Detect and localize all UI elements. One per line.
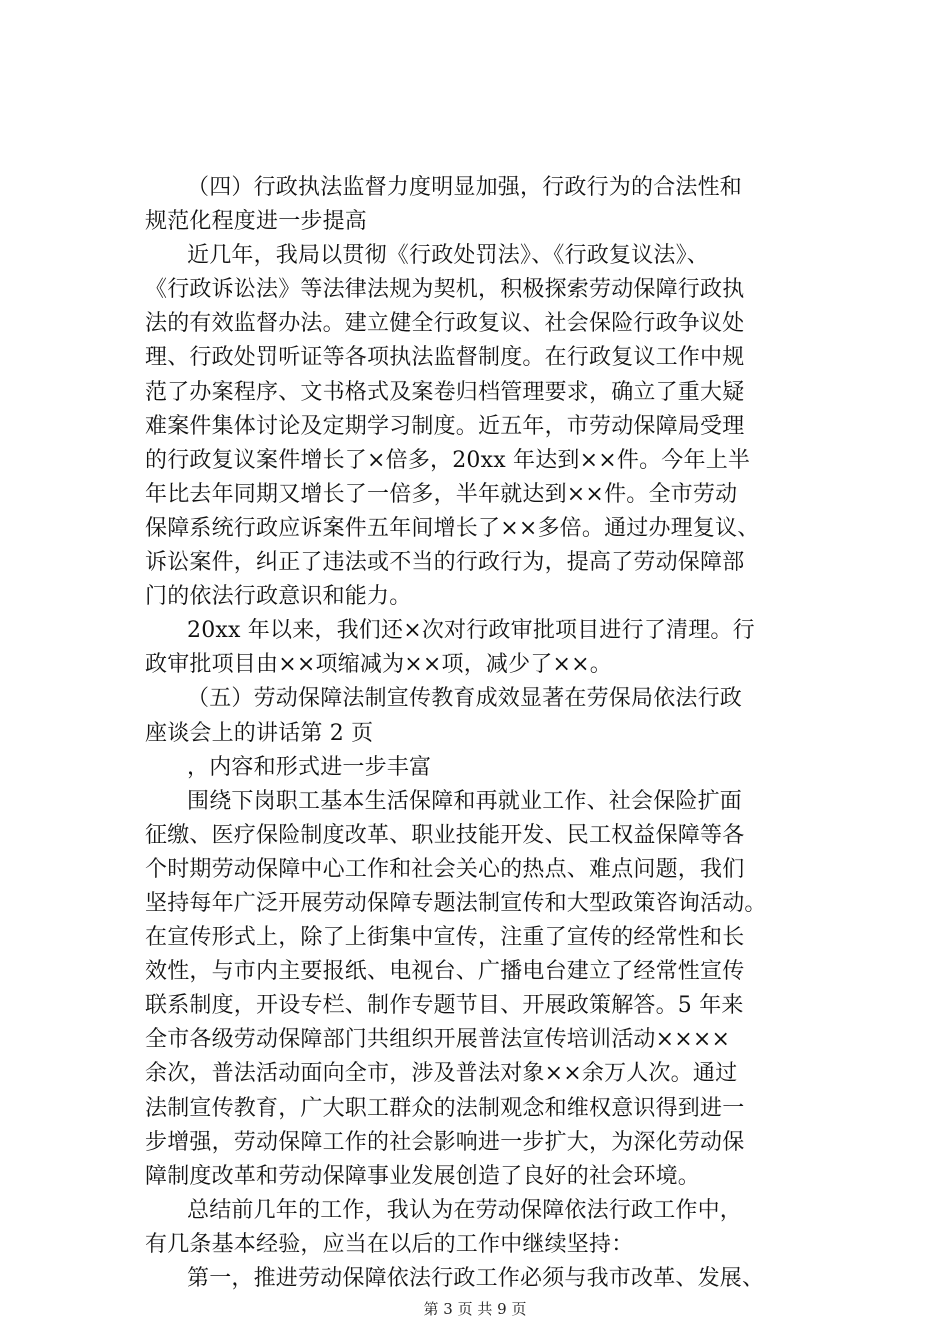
text-line: 联系制度，开设专栏、制作专题节目、开展政策解答。5 年来 [145, 993, 744, 1019]
text-line: 第一，推进劳动保障依法行政工作必须与我市改革、发展、 [187, 1266, 765, 1291]
text-line: 个时期劳动保障中心工作和社会关心的热点、难点问题，我们 [145, 856, 745, 882]
text-line: 效性，与市内主要报纸、电视台、广播电台建立了经常性宣传 [145, 959, 745, 985]
text-line: 难案件集体讨论及定期学习制度。近五年，市劳动保障局受理 [145, 413, 745, 439]
text-line: 范了办案程序、文书格式及案卷归档管理要求，确立了重大疑 [145, 379, 745, 405]
text-line: 围绕下岗职工基本生活保障和再就业工作、社会保险扩面 [187, 788, 743, 814]
document-body [145, 171, 835, 1296]
text-line: 有几条基本经验，应当在以后的工作中继续坚持： [145, 1231, 634, 1257]
text-line: 全市各级劳动保障部门共组织开展普法宣传培训活动×××× [145, 1027, 731, 1053]
text-line: 年比去年同期又增长了一倍多，半年就达到××件。全市劳动 [145, 481, 738, 507]
text-line: 20xx 年以来，我们还×次对行政审批项目进行了清理。行 [187, 618, 755, 644]
page-footer: 第 3 页 共 9 页 [423, 1300, 527, 1318]
text-line: 坚持每年广泛开展劳动保障专题法制宣传和大型政策咨询活动。 [145, 890, 767, 916]
text-line: ，内容和形式进一步丰富 [187, 754, 432, 780]
text-line: 在宣传形式上，除了上街集中宣传，注重了宣传的经常性和长 [145, 925, 745, 951]
text-line: 诉讼案件，纠正了违法或不当的行政行为，提高了劳动保障部 [145, 550, 745, 576]
text-line: 步增强，劳动保障工作的社会影响进一步扩大，为深化劳动保 [145, 1129, 745, 1155]
text-line: 总结前几年的工作，我认为在劳动保障依法行政工作中， [187, 1197, 743, 1223]
text-line: 门的依法行政意识和能力。 [145, 584, 412, 610]
text-line: 障制度改革和劳动保障事业发展创造了良好的社会环境。 [145, 1163, 701, 1189]
text-line: 《行政诉讼法》等法律法规为契机，积极探索劳动保障行政执 [145, 277, 745, 303]
text-line: 理、行政处罚听证等各项执法监督制度。在行政复议工作中规 [145, 345, 745, 371]
text-line: 余次，普法活动面向全市，涉及普法对象××余万人次。通过 [145, 1061, 738, 1087]
text-line: （四）行政执法监督力度明显加强，行政行为的合法性和 [187, 175, 743, 200]
text-line: 法的有效监督办法。建立健全行政复议、社会保险行政争议处 [145, 311, 745, 337]
text-line: 近几年，我局以贯彻《行政处罚法》、《行政复议法》、 [187, 243, 710, 269]
text-line: 法制宣传教育，广大职工群众的法制观念和维权意识得到进一 [145, 1095, 745, 1121]
text-line: 规范化程度进一步提高 [145, 209, 368, 235]
text-line: 征缴、医疗保险制度改革、职业技能开发、民工权益保障等各 [145, 822, 745, 848]
text-line: 政审批项目由××项缩减为××项，减少了××。 [145, 652, 613, 678]
text-line: 的行政复议案件增长了×倍多，20xx 年达到××件。今年上半 [145, 447, 751, 473]
text-line: 保障系统行政应诉案件五年间增长了××多倍。通过办理复议、 [145, 515, 760, 541]
text-line: 座谈会上的讲话第 2 页 [145, 720, 374, 746]
text-line: （五）劳动保障法制宣传教育成效显著在劳保局依法行政 [187, 686, 743, 712]
